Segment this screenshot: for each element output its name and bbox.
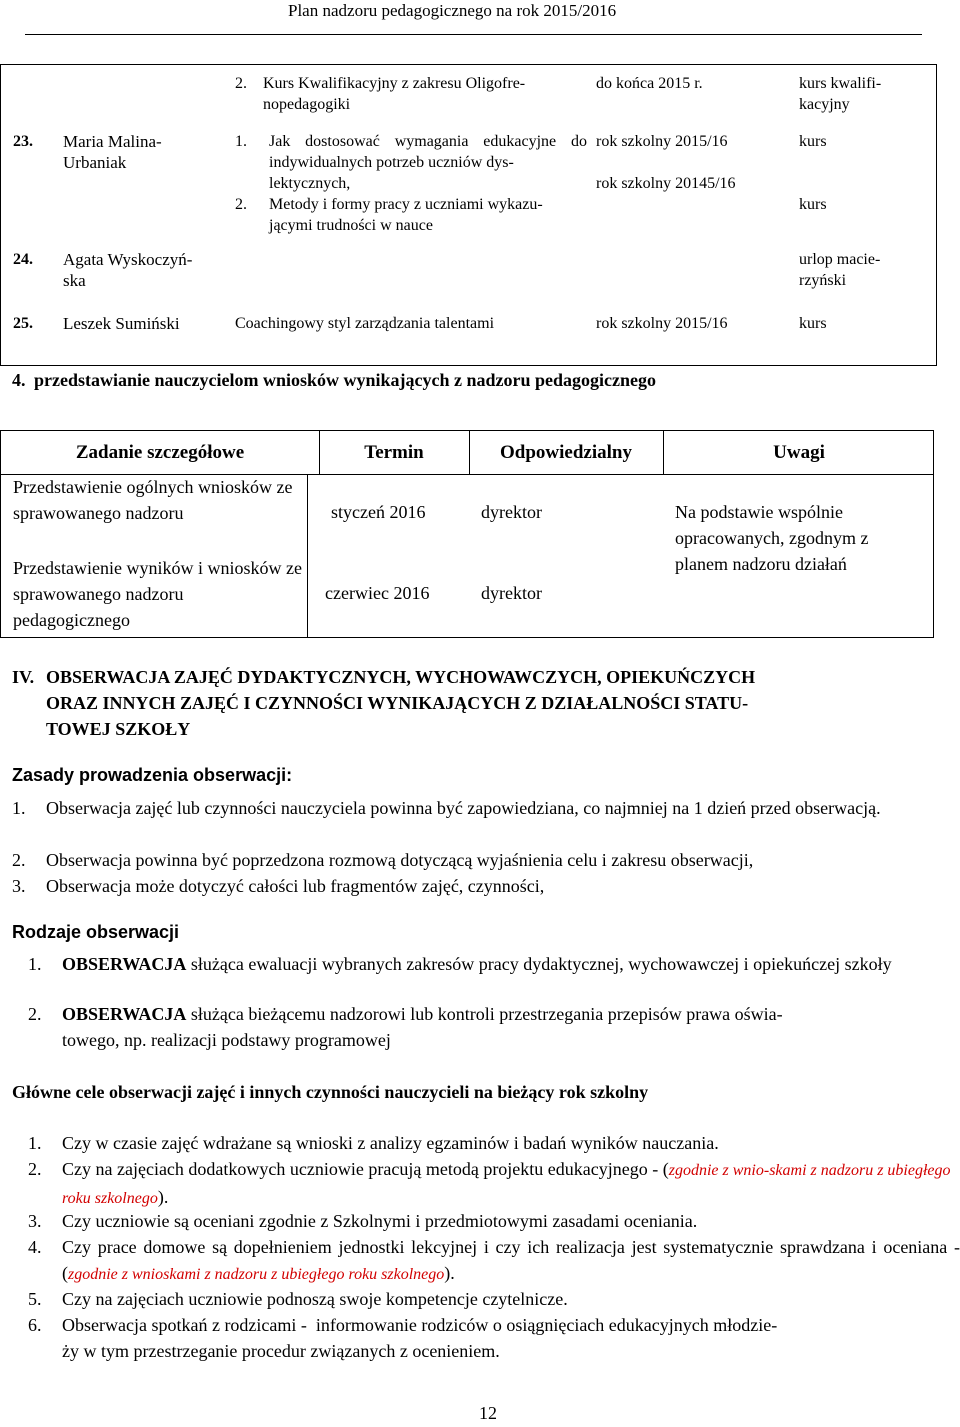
term-cell: styczeń 2016	[331, 502, 426, 522]
task-cell: Przedstawienie ogólnych wniosków ze sprawowanego nadzoru	[13, 477, 293, 523]
course-item-num: 2.	[235, 75, 247, 92]
list-item	[62, 951, 914, 977]
list-number: 1.	[28, 954, 42, 974]
course-item-num: 2.	[235, 196, 247, 213]
reference-note: zgodnie z wnioskami z nadzoru z ubiegłego roku szkolnego	[68, 1266, 445, 1283]
training-table	[0, 64, 937, 366]
list-item: Czy uczniowie są oceniani zgodnie z Szkolnymi i przedmiotowymi zasadami oceniania.	[62, 1211, 698, 1231]
column-header: Zadanie szczegółowe	[75, 441, 245, 463]
teacher-name: Maria Malina- Urbaniak	[63, 132, 162, 172]
term-cell: rok szkolny 20145/16	[596, 175, 736, 192]
teacher-name: Leszek Sumiński	[63, 314, 180, 333]
types-heading: Rodzaje obserwacji	[12, 922, 180, 942]
list-number: 1.	[28, 1133, 42, 1153]
item-keyword: OBSERWACJA	[62, 1004, 187, 1024]
task-cell: Przedstawienie wyników i wniosków ze sprawowanego nadzoru pedagogicznego	[13, 558, 302, 630]
section-title: przedstawianie nauczycielom wniosków wynikających z nadzoru pedagogicznego	[34, 370, 656, 390]
list-number: 2.	[28, 1159, 42, 1179]
rules-heading: Zasady prowadzenia obserwacji:	[12, 765, 293, 785]
course-item-text: Jak dostosować wymagania edukacyjne do indywidualnych potrzeb uczniów dys- lektycznych,	[269, 133, 587, 192]
form-cell: urlop macie- rzyński	[799, 251, 881, 289]
column-divider	[319, 431, 320, 474]
course-item-text: Metody i formy pracy z uczniami wykazu- jącymi trudności w nauce	[269, 196, 543, 234]
column-divider	[307, 474, 308, 637]
form-cell: kurs	[799, 133, 827, 150]
document-title: Plan nadzoru pedagogicznego na rok 2015/2016	[288, 1, 617, 20]
goals-heading: Główne cele obserwacji zajęć i innych czynności nauczycieli na bieżący rok szkolny	[12, 1082, 649, 1102]
column-divider	[469, 431, 470, 474]
responsible-cell: dyrektor	[481, 583, 542, 603]
page-number: 12	[479, 1403, 497, 1423]
form-cell: kurs kwalifi- kacyjny	[799, 75, 882, 113]
list-item: Czy prace domowe są dopełnieniem jednostki lekcyjnej i czy ich realizacja jest systematycznie sprawdzana i oceniana - (zgodnie z wnioskami z nadzoru z ubiegłego roku szkolnego).	[62, 1237, 960, 1283]
course-title: Coachingowy styl zarządzania talentami	[235, 315, 495, 332]
course-item-num: 1.	[235, 133, 247, 150]
column-divider	[663, 431, 664, 474]
list-item: Obserwacja spotkań z rodzicami - informowanie rodziców o osiągnięciach edukacyjnych młodzie- ży w tym przestrzeganie procedur związanych z ocenieniem.	[62, 1315, 778, 1361]
list-item: Obserwacja powinna być poprzedzona rozmową dotyczącą wyjaśnienia celu i zakresu obserwacji,	[46, 850, 754, 870]
section-heading	[12, 368, 932, 392]
list-item: Czy na zajęciach uczniowie podnoszą swoje kompetencje czytelnicze.	[62, 1289, 568, 1309]
term-cell: rok szkolny 2015/16	[596, 315, 728, 332]
section-number: 4.	[12, 370, 26, 390]
column-header: Odpowiedzialny	[500, 441, 632, 463]
conclusions-table	[0, 430, 934, 638]
term-cell: rok szkolny 2015/16	[596, 133, 728, 150]
course-item-text: Kurs Kwalifikacyjny z zakresu Oligofre- nopedagogiki	[263, 75, 526, 113]
list-number: 2.	[12, 850, 26, 870]
list-item: Czy na zajęciach dodatkowych uczniowie pracują metodą projektu edukacyjnego - (zgodnie z wnio-skami z nadzoru z ubiegłego roku szkolnego).	[62, 1159, 951, 1207]
row-number: 24.	[13, 251, 33, 268]
reference-note: zgodnie z wnio-skami z nadzoru z ubiegłego roku szkolnego	[62, 1162, 951, 1207]
row-number: 23.	[13, 133, 33, 150]
form-cell: kurs	[799, 196, 827, 213]
form-cell: kurs	[799, 315, 827, 332]
term-cell: do końca 2015 r.	[596, 75, 703, 92]
term-cell: czerwiec 2016	[325, 583, 430, 603]
responsible-cell: dyrektor	[481, 502, 542, 522]
section-number: IV.	[12, 667, 35, 687]
list-number: 2.	[28, 1004, 42, 1024]
item-text: służąca ewaluacji wybranych zakresów pracy dydaktycznej, wychowawczej i opiekuńczej szkoły	[186, 954, 892, 974]
list-item: Obserwacja może dotyczyć całości lub fragmentów zajęć, czynności,	[46, 876, 545, 896]
notes-cell: Na podstawie wspólnie opracowanych, zgodnym z planem nadzoru działań	[675, 502, 869, 574]
list-item: OBSERWACJA służąca bieżącemu nadzorowi lub kontroli przestrzegania przepisów prawa oświa- towego, np. realizacji podstawy programowej	[62, 1004, 783, 1050]
row-number: 25.	[13, 315, 33, 332]
column-header: Uwagi	[773, 441, 825, 463]
list-number: 4.	[28, 1237, 42, 1257]
list-item: Czy w czasie zajęć wdrażane są wnioski z analizy egzaminów i badań wyników nauczania.	[62, 1133, 719, 1153]
list-number: 5.	[28, 1289, 42, 1309]
section-heading	[12, 664, 937, 742]
list-number: 1.	[12, 798, 26, 818]
section-title: OBSERWACJA ZAJĘĆ DYDAKTYCZNYCH, WYCHOWAWCZYCH, OPIEKUŃCZYCH ORAZ INNYCH ZAJĘĆ I CZYNNOŚCI WYNIKAJĄCYCH Z DZIAŁALNOŚCI STATU- TOWEJ SZKOŁY	[46, 667, 756, 739]
list-number: 6.	[28, 1315, 42, 1335]
list-number: 3.	[12, 876, 26, 896]
header-divider	[25, 34, 922, 35]
column-header: Termin	[364, 441, 424, 463]
list-item: Obserwacja zajęć lub czynności nauczyciela powinna być zapowiedziana, co najmniej na 1 dzień przed obserwacją.	[46, 798, 881, 818]
list-number: 3.	[28, 1211, 42, 1231]
item-keyword: OBSERWACJA	[62, 954, 187, 974]
teacher-name: Agata Wyskoczyń- ska	[63, 250, 193, 290]
